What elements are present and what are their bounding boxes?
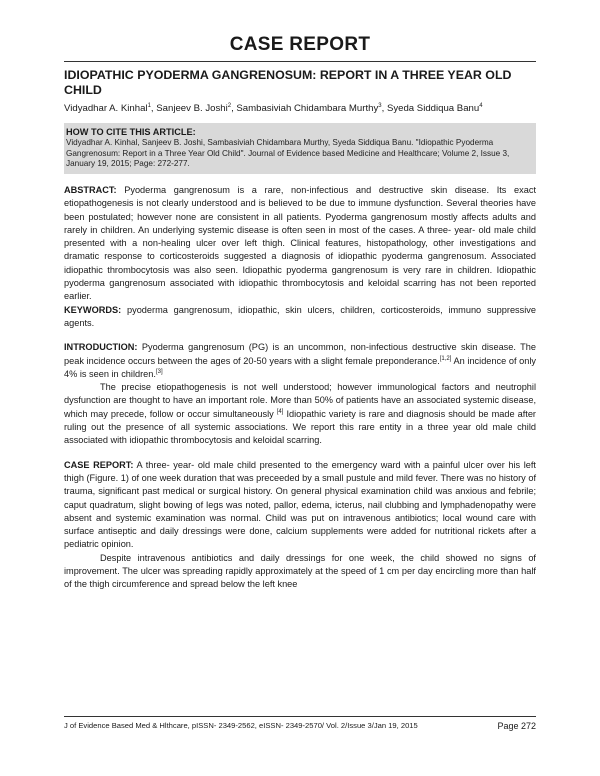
introduction-text: The precise etiopathogenesis is not well understood; however immunological factors and neutrophil dysfunction are thought to have an important role. More than 50% of patients have an associated systemic disease, which may precede, follow or occur simultaneously	[64, 382, 536, 419]
abstract-paragraph	[64, 184, 536, 304]
citation-text: Vidyadhar A. Kinhal, Sanjeev B. Joshi, Sambasiviah Chidambara Murthy, Syeda Siddiqua Banu. "Idiopathic Pyoderma Gangrenosum: Report in a Three Year Old Child". Journal of Evidence based Medicine and Healthcare; Volume 2, Issue 3, January 19, 2015; Page: 272-277.	[66, 138, 510, 169]
author-affiliation: 1	[147, 103, 151, 109]
reference-marker: [3]	[155, 368, 163, 375]
keywords-paragraph	[64, 304, 536, 331]
abstract-text: Pyoderma gangrenosum is a rare, non-infectious and destructive skin disease. Its exact etiopathogenesis is not clearly understood and is believed to be due to immune dysfunction. Several theories have been postulated; however none are consistent in all patients. Pyoderma gangrenosum mostly affects adults and rarely in children. An underlying systemic disease is often seen in most of the cases. A three- year- old male child presented with a non-healing ulcer over left thigh. Clinical features, histopathology, other investigations and dramatic response to corticosteroids suggested a diagnosis of idiopathic pyoderma gangrenosum. Associated idiopathic thrombocytosis was also seen. Idiopathic pyoderma gangrenosum is very rare in children. Idiopathic pyoderma gangrenosum associated with idiopathic thrombocytosis and keloidal scarring has not been reported earlier.	[64, 184, 536, 302]
introduction-text: Idiopathic variety is rare and diagnosis should be made after ruling out the presence of all systemic associations. We report this rare entity in a three year old male child associated with idiopathic thrombocytosis and keloidal scarring.	[64, 408, 536, 446]
journal-citation: J of Evidence Based Med & Hlthcare, pISSN- 2349-2562, eISSN- 2349-2570/ Vol. 2/Issue 3/Jan 19, 2015	[64, 721, 418, 730]
reference-marker: [4]	[276, 408, 284, 415]
keywords-text: pyoderma gangrenosum, idiopathic, skin ulcers, children, corticosteroids, immuno suppressive agents.	[64, 304, 536, 328]
introduction-paragraph	[64, 341, 536, 381]
page-footer	[64, 716, 536, 731]
introduction-label: INTRODUCTION:	[64, 342, 138, 353]
author-name: Sanjeev B. Joshi	[156, 103, 228, 115]
case-report-paragraph-2: Despite intravenous antibiotics and daily dressings for one week, the child showed no signs of improvement. The ulcer was spreading rapidly approximately at the speed of 1 cm per day encircling more than half of the thigh circumference and spread below the left knee	[64, 552, 536, 590]
case-report-paragraph	[64, 459, 536, 552]
case-report-label: CASE REPORT:	[64, 459, 134, 470]
author-name: Vidyadhar A. Kinhal	[64, 103, 148, 115]
introduction-paragraph-2	[64, 381, 536, 447]
introduction-text: Pyoderma gangrenosum (PG) is an uncommon, non-infectious destructive skin disease. The peak incidence occurs between the ages of 20-50 years with a slight female preponderance.	[64, 342, 536, 366]
keywords-label: KEYWORDS:	[64, 304, 122, 315]
citation-box	[64, 123, 536, 174]
case-report-text: A three- year- old male child presented to the emergency ward with a painful ulcer over his left thigh (Figure. 1) of one week duration that was preceeded by a small pustule and mild fever. There was no history of trauma, significant past medical or surgical history. On general physical examination child was anxious and febrile; caput quadratum, slight bowing of legs was noted, pallor, edema, icterus, nail clubbing and lymphadenopathy were absent and systemic examination was normal. Child was put on intravenous antibiotics; local wound care with surface antiseptic and daily dressings were done, calcium supplements were added for nutritional rickets after a pediatric opinion.	[64, 459, 536, 550]
introduction-text: An incidence of only 4% is seen in children.	[64, 355, 536, 379]
citation-heading: HOW TO CITE THIS ARTICLE:	[66, 127, 196, 138]
author-affiliation: 3	[378, 103, 382, 109]
author-name: Sambasiviah Chidambara Murthy	[236, 103, 379, 115]
author-affiliation: 4	[479, 103, 483, 109]
section-banner: CASE REPORT	[64, 34, 536, 62]
page-number: Page 272	[497, 721, 536, 731]
author-name: Syeda Siddiqua Banu	[386, 103, 480, 115]
abstract-label: ABSTRACT:	[64, 184, 117, 195]
author-list: Vidyadhar A. Kinhal$^1$, Sanjeev B. Joshi$^2$, Sambasiviah Chidambara Murthy$^3$, Syeda Siddiqua Banu$^4$	[64, 103, 483, 115]
author-affiliation: 2	[227, 103, 232, 109]
article-title: IDIOPATHIC PYODERMA GANGRENOSUM: REPORT IN A THREE YEAR OLD CHILD	[64, 68, 512, 97]
reference-marker: [1,2]	[439, 355, 452, 362]
